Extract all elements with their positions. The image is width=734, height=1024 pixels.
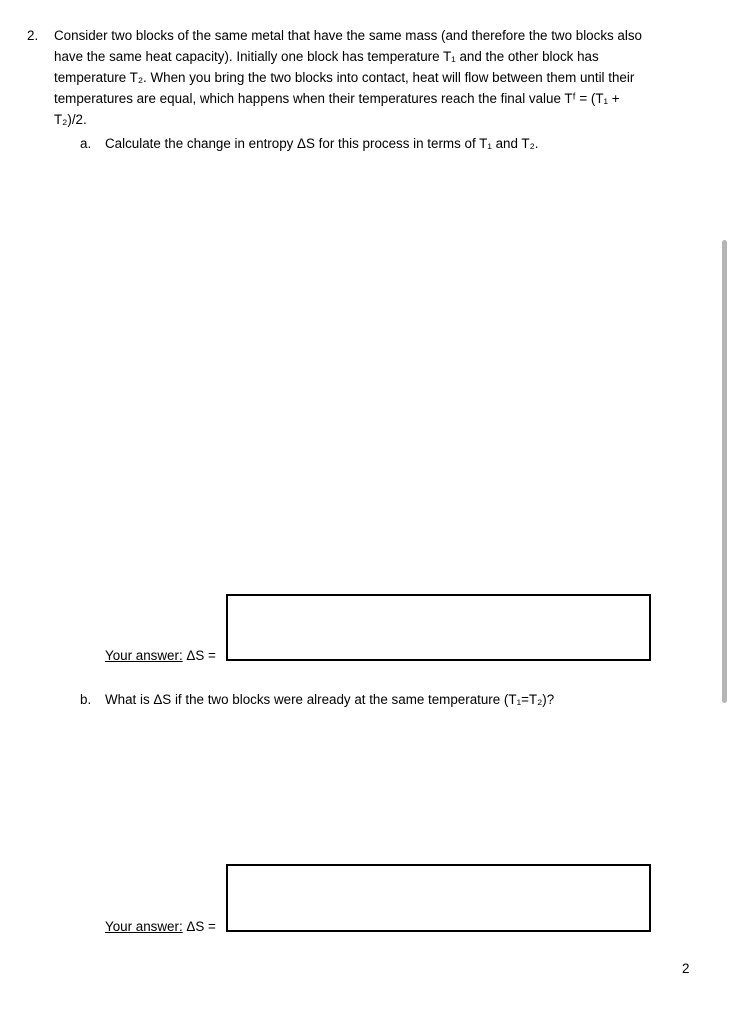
part-a-answer-row [105,647,216,665]
part-b-answer-row [105,918,216,936]
question-text [54,25,704,130]
part-a-answer-box[interactable] [226,594,651,661]
question-text-line: temperatures are equal, which happens when their temperatures reach the final value Tᶠ = (T₁ + [54,91,620,106]
scrollbar-thumb[interactable] [722,240,727,703]
question-text-line: have the same heat capacity). Initially one block has temperature T₁ and the other block has [54,49,599,64]
question-text-line: Consider two blocks of the same metal that have the same mass (and therefore the two blocks also [54,28,642,43]
part-b-letter: b. [80,692,92,707]
question-text-line: T₂)/2. [54,112,87,127]
part-a-answer-expr: ΔS = [186,648,216,663]
question-text-line: temperature T₂. When you bring the two blocks into contact, heat will flow between them until their [54,70,635,85]
part-a-letter: a. [80,136,92,151]
part-b-answer-expr: ΔS = [186,919,216,934]
part-b-answer-box[interactable] [226,864,651,932]
part-a-answer-label: Your answer: [105,648,183,663]
page-number: 2 [682,961,690,976]
part-b-prompt: What is ΔS if the two blocks were already at the same temperature (T₁=T₂)? [105,692,555,707]
part-a-prompt: Calculate the change in entropy ΔS for this process in terms of T₁ and T₂. [105,136,539,151]
part-b-answer-label: Your answer: [105,919,183,934]
question-number: 2. [27,28,39,43]
